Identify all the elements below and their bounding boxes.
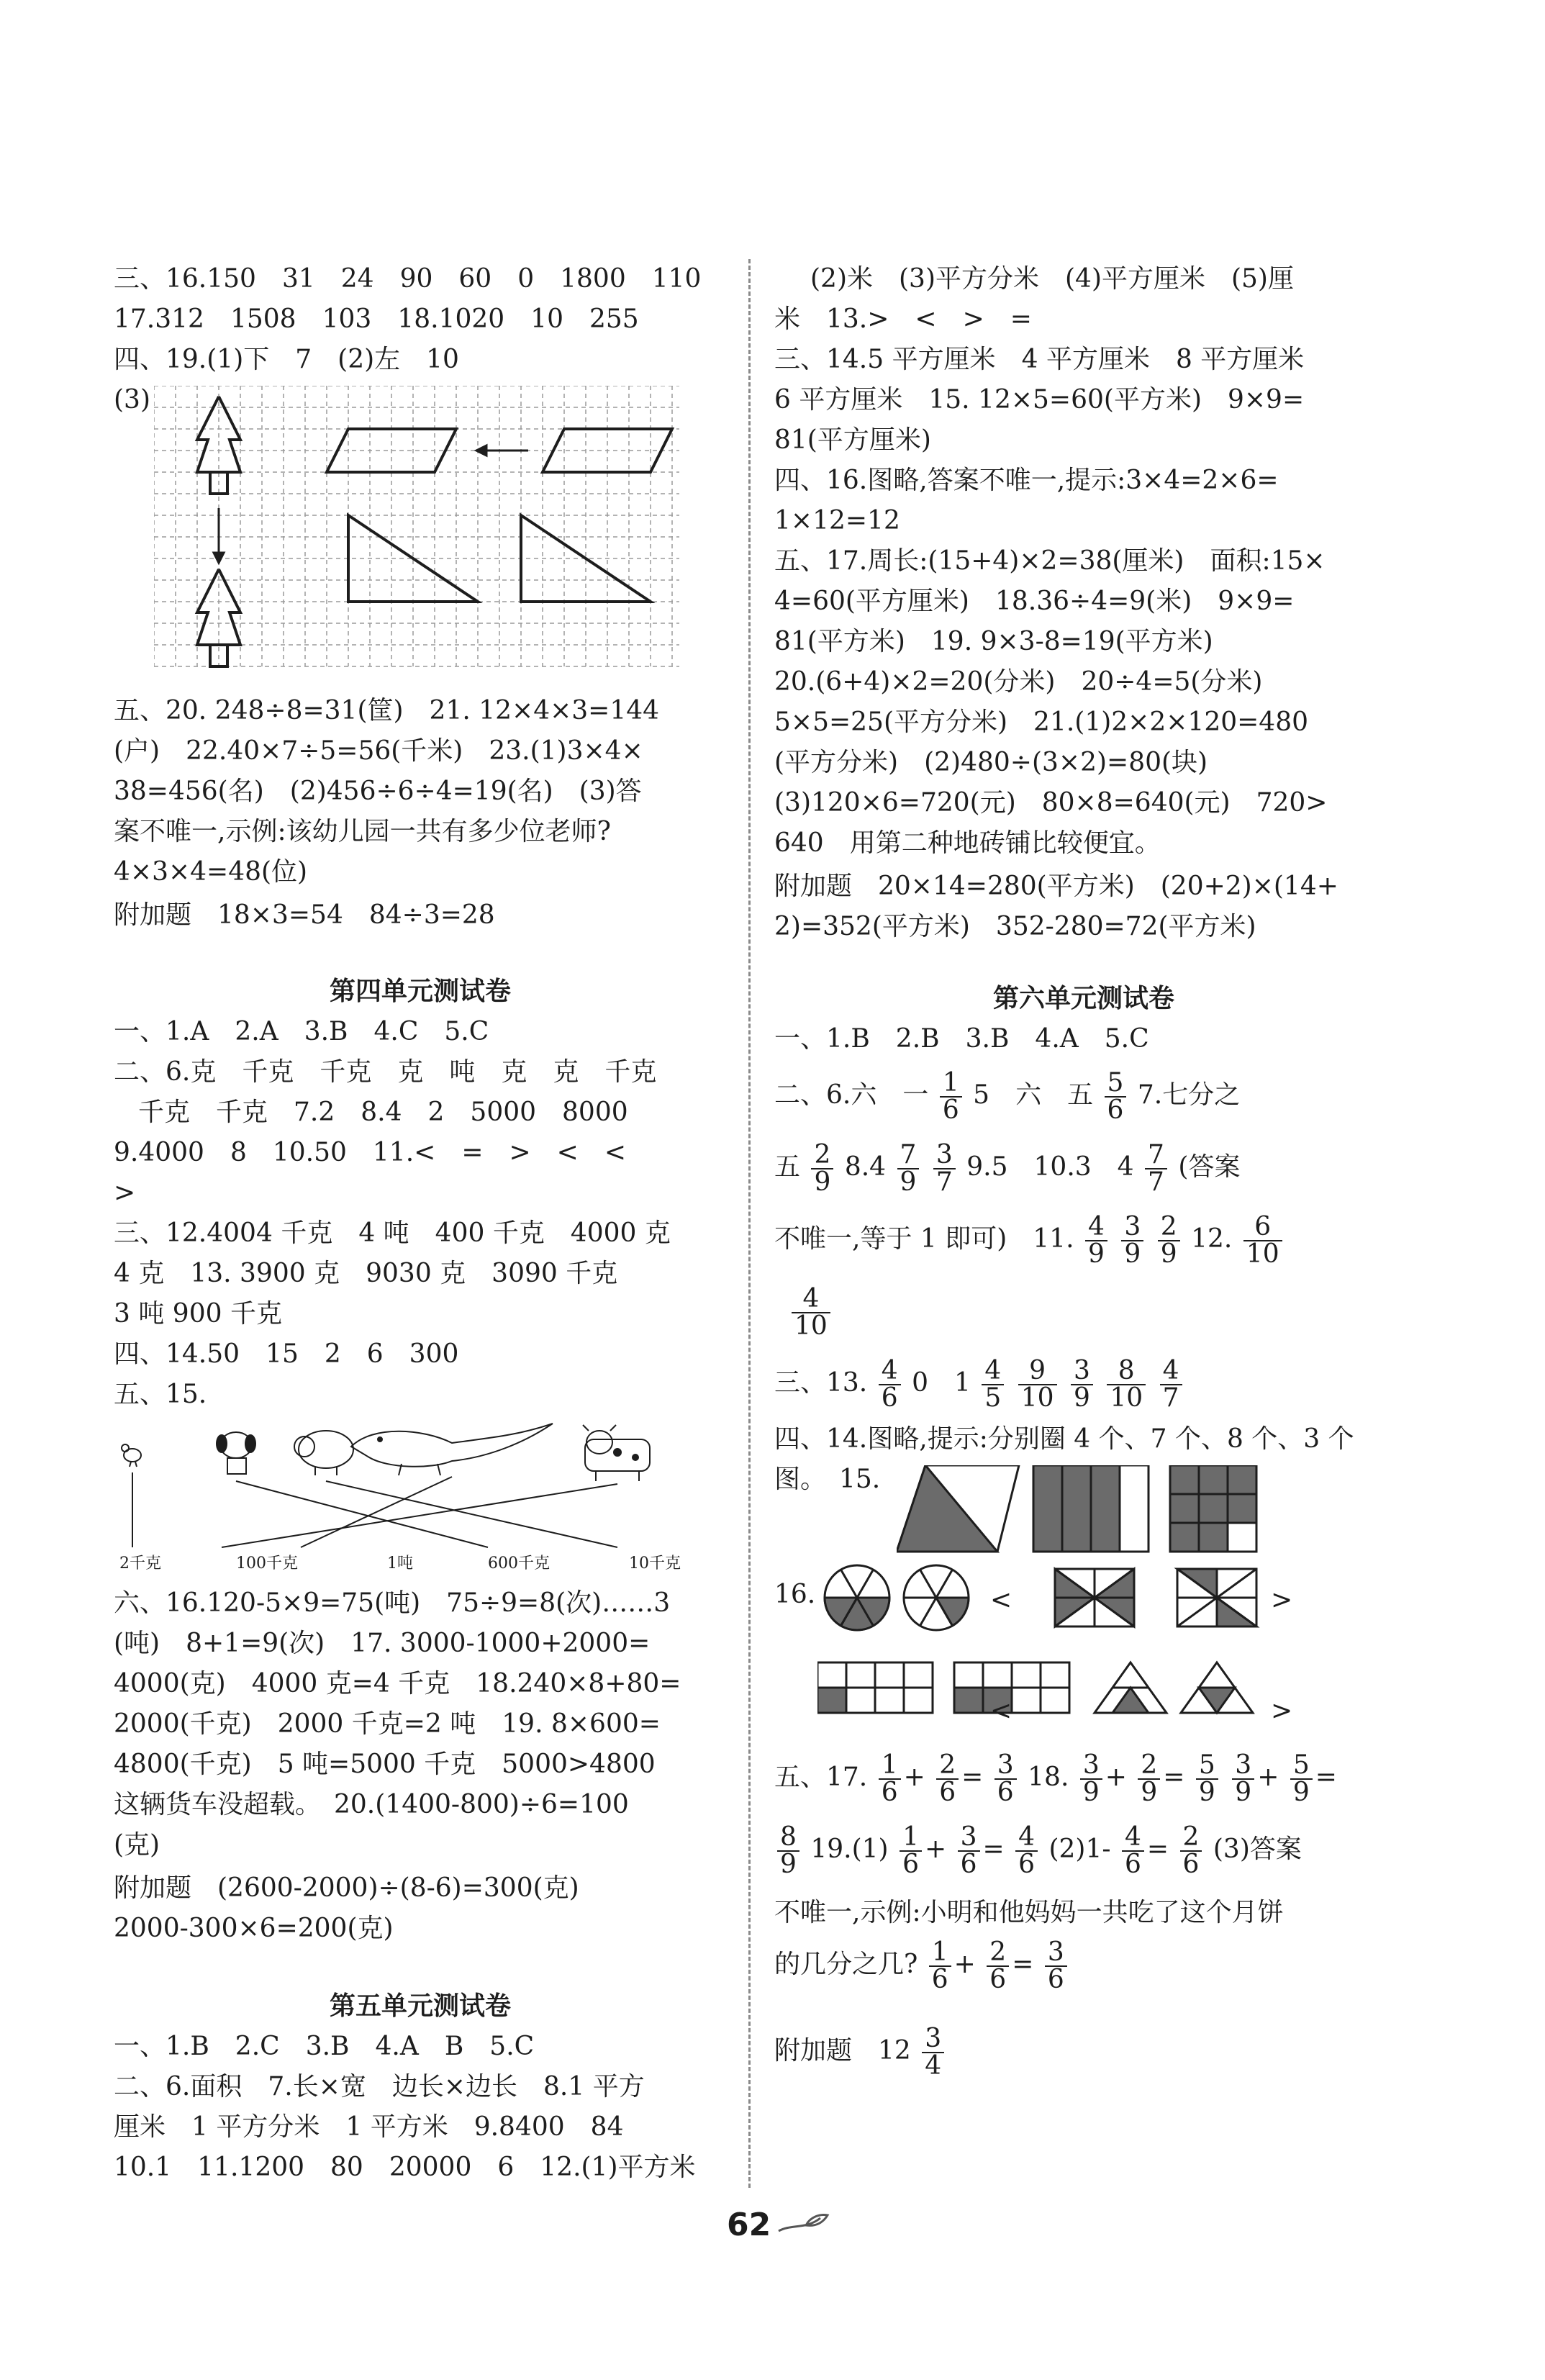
text: 的几分之几? bbox=[774, 1950, 918, 1979]
answer-line: 9.4000 8 10.50 11.< = > < < bbox=[114, 1138, 627, 1167]
fraction: $\frac{4}{9}$ bbox=[1085, 1214, 1107, 1267]
answer-line: 米 13.> < > = bbox=[774, 304, 1032, 334]
equals-sign: = bbox=[982, 1834, 1005, 1864]
answer-line: 不唯一,示例:小明和他妈妈一共吃了这个月饼 bbox=[774, 1898, 1284, 1927]
equals-sign: = bbox=[1146, 1834, 1169, 1864]
text: 5 六 五 bbox=[973, 1080, 1094, 1110]
text: 18. bbox=[1028, 1763, 1069, 1792]
plus-sign: + bbox=[953, 1950, 976, 1979]
fraction: $\frac{6}{10}$ bbox=[1243, 1214, 1282, 1267]
text: 二、6.六 一 bbox=[774, 1080, 929, 1110]
answer-line bbox=[774, 1821, 1302, 1878]
answer-line: 4 克 13. 3900 克 9030 克 3090 千克 bbox=[114, 1259, 618, 1288]
fraction: $\frac{5}{6}$ bbox=[1105, 1070, 1127, 1123]
text: 三、13. bbox=[774, 1368, 868, 1398]
answer-line: 4000(克) 4000 克=4 千克 18.240×8+80= bbox=[114, 1669, 681, 1698]
text: 8.4 bbox=[844, 1152, 887, 1182]
leaf-decoration-icon bbox=[777, 2209, 835, 2238]
fraction: $\frac{3}{6}$ bbox=[1045, 1940, 1067, 1993]
text: 7.七分之 bbox=[1137, 1080, 1241, 1110]
fraction: $\frac{4}{6}$ bbox=[1015, 1824, 1038, 1878]
unit6-heading: 第六单元测试卷 bbox=[992, 984, 1174, 1013]
fraction: $\frac{3}{9}$ bbox=[1080, 1752, 1102, 1806]
answer-line: 640 用第二种地砖铺比较便宜。 bbox=[774, 828, 1161, 858]
compare-symbol: < bbox=[990, 1696, 1012, 1726]
answer-line: 六、16.120-5×9=75(吨) 75÷9=8(次)……3 bbox=[114, 1588, 671, 1618]
answer-line bbox=[774, 1211, 1285, 1268]
text: 12. bbox=[1191, 1224, 1233, 1254]
fraction: $\frac{3}{6}$ bbox=[994, 1752, 1017, 1806]
fraction: $\frac{7}{7}$ bbox=[1145, 1142, 1167, 1195]
answer-line: 案不唯一,示例:该幼儿园一共有多少位老师? bbox=[114, 817, 611, 846]
answer-line: 4×3×4=48(位) bbox=[114, 857, 308, 887]
answer-line: 图。 15. bbox=[774, 1465, 881, 1494]
answer-line: 38=456(名) (2)456÷6÷4=19(名) (3)答 bbox=[114, 777, 642, 806]
equals-sign: = bbox=[1315, 1763, 1337, 1792]
answer-line bbox=[774, 1067, 1240, 1124]
equals-sign: = bbox=[961, 1763, 984, 1792]
text: (3)答案 bbox=[1213, 1834, 1302, 1864]
unit4-heading: 第四单元测试卷 bbox=[329, 977, 511, 1006]
answer-line bbox=[774, 1139, 1240, 1196]
fraction: $\frac{2}{9}$ bbox=[1158, 1214, 1180, 1267]
fraction: $\frac{3}{9}$ bbox=[1232, 1752, 1254, 1806]
answer-line: 17.312 1508 103 18.1020 10 255 bbox=[114, 304, 639, 334]
answer-line: (吨) 8+1=9(次) 17. 3000-1000+2000= bbox=[114, 1629, 651, 1658]
answer-line: 一、1.B 2.C 3.B 4.A B 5.C bbox=[114, 2032, 535, 2061]
crocodile-icon bbox=[351, 1424, 553, 1475]
answer-line: 厘米 1 平方分米 1 平方米 9.8400 84 bbox=[114, 2112, 624, 2142]
answer-line: (克) bbox=[114, 1830, 160, 1860]
text: (答案 bbox=[1178, 1152, 1241, 1182]
answer-line: 81(平方厘米) bbox=[774, 425, 931, 455]
text: 五 bbox=[774, 1152, 801, 1182]
answer-line: (3)120×6=720(元) 80×8=640(元) 720> bbox=[774, 788, 1328, 818]
answer-line: 4=60(平方厘米) 18.36÷4=9(米) 9×9= bbox=[774, 587, 1295, 616]
answer-line: 四、14.图略,提示:分别圈 4 个、7 个、8 个、3 个 bbox=[774, 1424, 1354, 1454]
answer-line: 2000(千克) 2000 千克=2 吨 19. 8×600= bbox=[114, 1709, 661, 1739]
answer-line: 三、12.4004 千克 4 吨 400 千克 4000 克 bbox=[114, 1218, 671, 1248]
compare-symbol: < bbox=[990, 1585, 1012, 1615]
fraction: $\frac{9}{10}$ bbox=[1018, 1358, 1057, 1411]
fraction: $\frac{3}{6}$ bbox=[958, 1824, 980, 1878]
answer-line: 二、6.克 千克 千克 克 吨 克 克 千克 bbox=[114, 1057, 657, 1087]
weight-label: 1吨 bbox=[387, 1555, 413, 1573]
cow-icon bbox=[583, 1425, 650, 1481]
bonus-answer: 附加题 20×14=280(平方米) (20+2)×(14+ bbox=[774, 872, 1338, 901]
answer-line: 四、14.50 15 2 6 300 bbox=[114, 1339, 459, 1369]
answer-line: 20.(6+4)×2=20(分米) 20÷4=5(分米) bbox=[774, 667, 1263, 697]
answer-line: 1×12=12 bbox=[774, 506, 900, 535]
weight-label: 10千克 bbox=[629, 1555, 681, 1573]
answer-line: 一、1.A 2.A 3.B 4.C 5.C bbox=[114, 1017, 489, 1046]
plus-sign: + bbox=[1105, 1763, 1127, 1792]
fraction: $\frac{7}{9}$ bbox=[897, 1142, 920, 1195]
fraction: $\frac{4}{6}$ bbox=[879, 1358, 901, 1411]
fraction: $\frac{8}{9}$ bbox=[777, 1824, 799, 1878]
answer-line: 这辆货车没超载。 20.(1400-800)÷6=100 bbox=[114, 1790, 629, 1819]
fraction: $\frac{3}{9}$ bbox=[1071, 1358, 1093, 1411]
answer-line: 千克 千克 7.2 8.4 2 5000 8000 bbox=[138, 1098, 628, 1127]
bonus-answer: 附加题 (2600-2000)÷(8-6)=300(克) bbox=[114, 1873, 579, 1903]
answer-line: 五、20. 248÷8=31(筐) 21. 12×4×3=144 bbox=[114, 696, 660, 725]
answer-line: 6 平方厘米 15. 12×5=60(平方米) 9×9= bbox=[774, 385, 1305, 415]
bonus-answer bbox=[774, 2022, 947, 2080]
animal-weight-matching-figure bbox=[114, 1418, 727, 1569]
answer-line: 三、14.5 平方厘米 4 平方厘米 8 平方厘米 bbox=[774, 345, 1305, 374]
page-number: 62 bbox=[727, 2207, 771, 2243]
plus-sign: + bbox=[903, 1763, 925, 1792]
figure-label: (3) bbox=[114, 385, 150, 415]
answer-line: (2)米 (3)平方分米 (4)平方厘米 (5)厘 bbox=[810, 264, 1294, 294]
weight-label: 2千克 bbox=[119, 1555, 161, 1573]
text: 不唯一,等于 1 即可) 11. bbox=[774, 1224, 1074, 1254]
column-divider bbox=[748, 259, 751, 2188]
fraction: $\frac{5}{9}$ bbox=[1290, 1752, 1313, 1806]
fraction: $\frac{2}{6}$ bbox=[1180, 1824, 1202, 1878]
translation-grid-figure bbox=[154, 386, 679, 681]
unit5-heading: 第五单元测试卷 bbox=[329, 1991, 511, 2021]
fraction: $\frac{1}{6}$ bbox=[929, 1940, 951, 1993]
fraction: $\frac{2}{9}$ bbox=[811, 1142, 833, 1195]
answer-line: 三、16.150 31 24 90 60 0 1800 110 bbox=[114, 264, 702, 294]
fraction: $\frac{3}{4}$ bbox=[922, 2026, 944, 2079]
fraction-shapes-q15 bbox=[897, 1465, 1328, 1559]
fraction: $\frac{4}{7}$ bbox=[1160, 1358, 1182, 1411]
fraction: $\frac{1}{6}$ bbox=[940, 1070, 962, 1123]
answer-line: (户) 22.40×7÷5=56(千米) 23.(1)3×4× bbox=[114, 736, 643, 766]
compare-symbol: > bbox=[1271, 1585, 1293, 1615]
answer-line: 2)=352(平方米) 352-280=72(平方米) bbox=[774, 912, 1256, 941]
answer-line: 16. bbox=[774, 1580, 816, 1609]
answer-line bbox=[774, 1354, 1185, 1412]
answer-line: 3 吨 900 千克 bbox=[114, 1299, 282, 1329]
answer-line: > bbox=[114, 1178, 136, 1208]
text: 五、17. bbox=[774, 1763, 868, 1792]
fraction: $\frac{3}{9}$ bbox=[1121, 1214, 1143, 1267]
fraction: $\frac{1}{6}$ bbox=[900, 1824, 922, 1878]
answer-line bbox=[774, 1749, 1337, 1806]
plus-sign: + bbox=[924, 1834, 947, 1864]
answer-line: 二、6.面积 7.长×宽 边长×边长 8.1 平方 bbox=[114, 2072, 645, 2101]
answer-line: 五、15. bbox=[114, 1380, 207, 1409]
pig-icon bbox=[294, 1431, 353, 1475]
equals-sign: = bbox=[1012, 1950, 1034, 1979]
answer-line: 五、17.周长:(15+4)×2=38(厘米) 面积:15× bbox=[774, 546, 1326, 576]
fraction: $\frac{1}{6}$ bbox=[879, 1752, 901, 1806]
text: 9.5 10.3 4 bbox=[966, 1152, 1134, 1182]
answer-line: 一、1.B 2.B 3.B 4.A 5.C bbox=[774, 1024, 1149, 1054]
weight-label: 600千克 bbox=[488, 1555, 550, 1573]
equals-sign: = bbox=[1163, 1763, 1185, 1792]
answer-line: 四、16.图略,答案不唯一,提示:3×4=2×6= bbox=[774, 466, 1279, 495]
answer-line: 4800(千克) 5 吨=5000 千克 5000>4800 bbox=[114, 1750, 656, 1779]
fraction: $\frac{3}{7}$ bbox=[933, 1142, 956, 1195]
answer-line: 10.1 11.1200 80 20000 6 12.(1)平方米 bbox=[114, 2153, 696, 2182]
fraction: $\frac{4}{10}$ bbox=[792, 1286, 830, 1339]
fraction: $\frac{4}{5}$ bbox=[982, 1358, 1004, 1411]
plus-sign: + bbox=[1257, 1763, 1279, 1792]
chicken-icon bbox=[122, 1444, 141, 1467]
fraction: $\frac{2}{6}$ bbox=[987, 1940, 1009, 1993]
answer-line: 81(平方米) 19. 9×3-8=19(平方米) bbox=[774, 627, 1213, 656]
compare-symbol: > bbox=[1271, 1696, 1293, 1726]
weight-label: 100千克 bbox=[236, 1555, 298, 1573]
text: 19.(1) bbox=[810, 1834, 889, 1864]
text: (2)1- bbox=[1048, 1834, 1111, 1864]
answer-line: (平方分米) (2)480÷(3×2)=80(块) bbox=[774, 748, 1208, 777]
text: 0 1 bbox=[912, 1368, 971, 1398]
fraction: $\frac{2}{9}$ bbox=[1138, 1752, 1160, 1806]
text: 附加题 12 bbox=[774, 2036, 911, 2065]
dog-icon bbox=[217, 1432, 255, 1474]
answer-line: 5×5=25(平方分米) 21.(1)2×2×120=480 bbox=[774, 707, 1309, 737]
fraction: $\frac{5}{9}$ bbox=[1196, 1752, 1218, 1806]
answer-line: 2000-300×6=200(克) bbox=[114, 1914, 394, 1943]
fraction: $\frac{4}{6}$ bbox=[1122, 1824, 1144, 1878]
fraction: $\frac{8}{10}$ bbox=[1107, 1358, 1146, 1411]
fraction: $\frac{2}{6}$ bbox=[936, 1752, 959, 1806]
bonus-answer: 附加题 18×3=54 84÷3=28 bbox=[114, 900, 495, 930]
answer-line bbox=[789, 1282, 833, 1340]
answer-line: 四、19.(1)下 7 (2)左 10 bbox=[114, 345, 459, 374]
answer-line bbox=[774, 1936, 1070, 1994]
